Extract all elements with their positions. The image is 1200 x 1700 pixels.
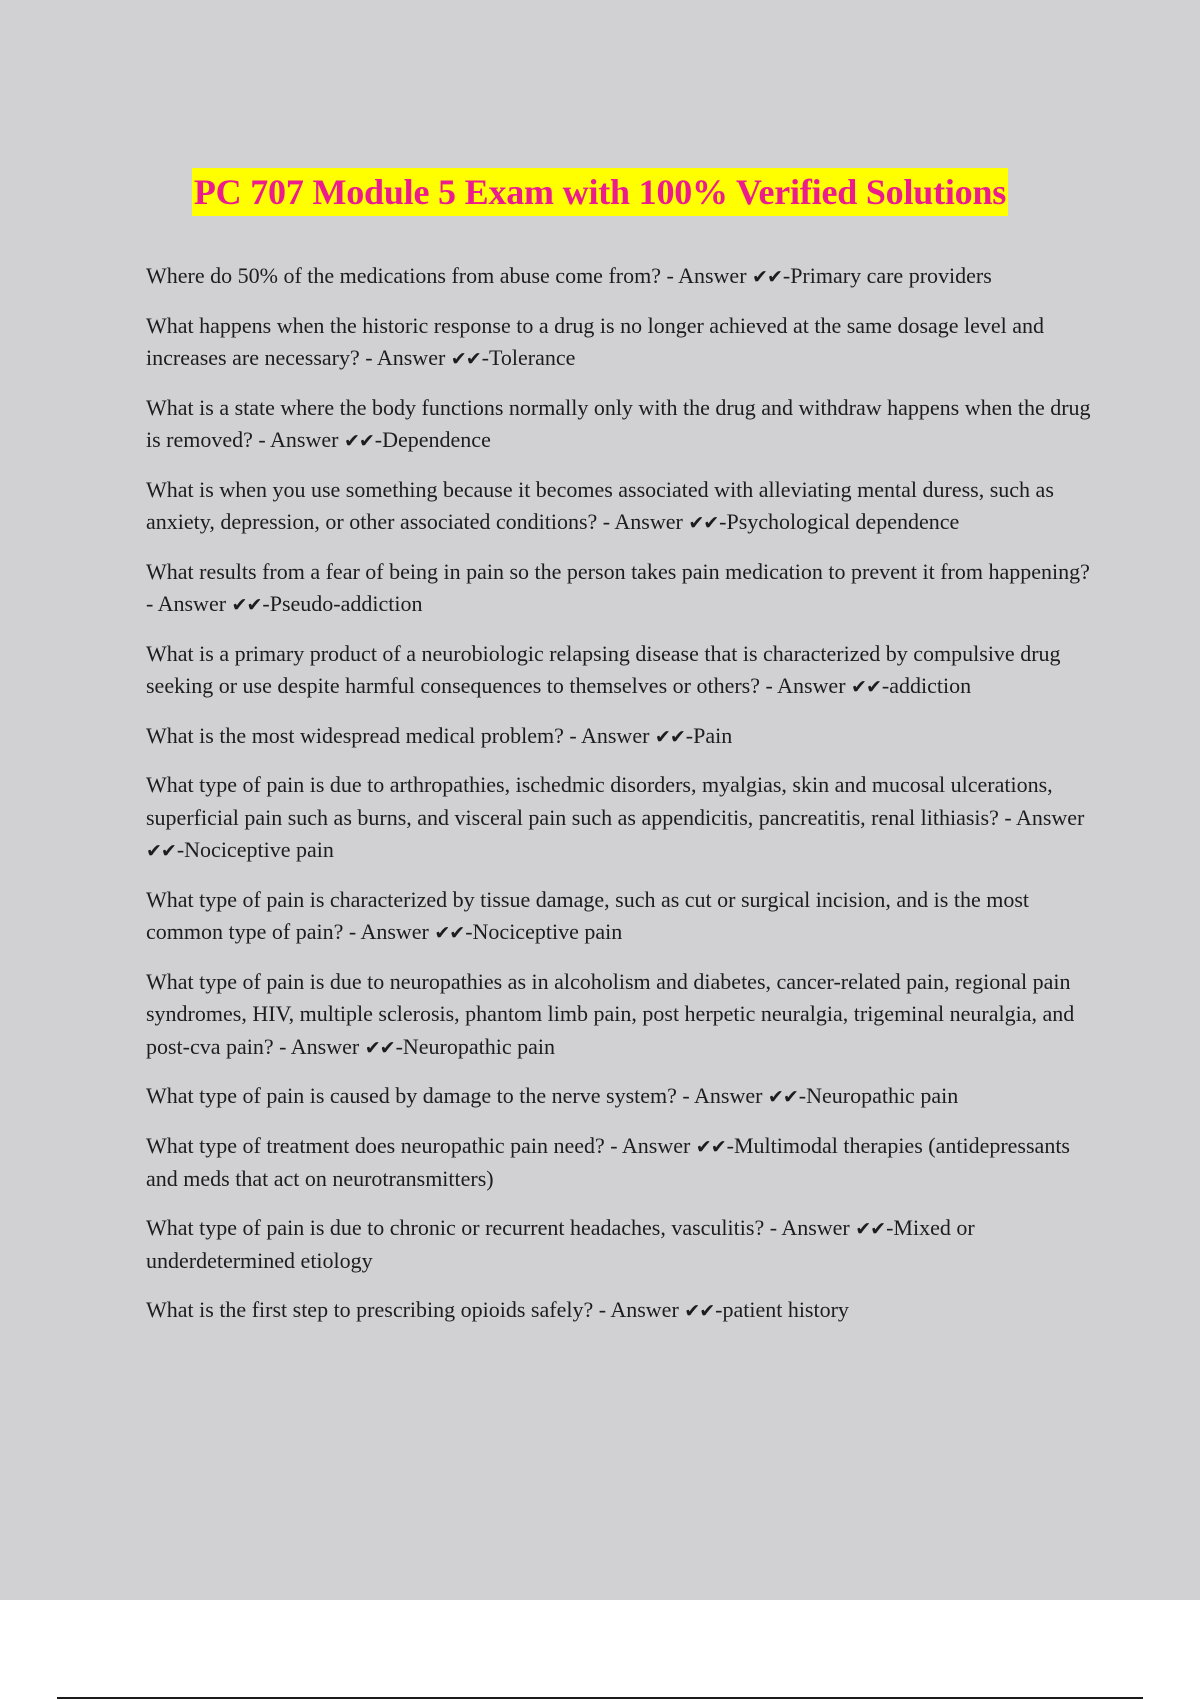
question-text: What type of pain is due to neuropathies as in alcoholism and diabetes, cancer-related pain, regional pain syndromes, HIV, multiple sclerosis, phantom limb pain, post herpetic neuralgia, trigeminal neuralgia, and post-cva pain? - Answer [146, 968, 1075, 1059]
answer-text: -Neuropathic pain [798, 1083, 959, 1108]
double-check-icon: ✔✔ [364, 1036, 395, 1059]
question-text: Where do 50% of the medications from abuse come from? - Answer [146, 263, 753, 288]
double-check-icon: ✔✔ [695, 1135, 726, 1158]
qa-item [146, 260, 1092, 294]
answer-text: -Mixed or underdetermined etiology [146, 1214, 975, 1273]
question-text: What is when you use something because it becomes associated with alleviating mental duress, such as anxiety, depression, or other associated conditions? - Answer [146, 476, 1054, 534]
double-check-icon: ✔✔ [688, 512, 719, 534]
answer-text: -Psychological dependence [719, 509, 960, 534]
question-text: What type of pain is due to arthropathies, ischedmic disorders, myalgias, skin and mucosal ulcerations, superficial pain such as burns, and visceral pain such as appendicitis, pancreatitis, renal lithiasis? - Answer [146, 772, 1085, 830]
qa-item [146, 638, 1092, 704]
question-text: What results from a fear of being in pain so the person takes pain medication to prevent it from happening? - Answer [146, 558, 1090, 616]
answer-text: -addiction [881, 673, 972, 698]
qa-item [146, 1130, 1092, 1196]
answer-text: -Dependence [374, 427, 491, 452]
double-check-icon: ✔✔ [343, 430, 374, 452]
double-check-icon: ✔✔ [767, 1086, 798, 1108]
qa-item [146, 769, 1092, 868]
answer-text: -patient history [715, 1296, 849, 1322]
question-text: What is the most widespread medical problem? - Answer [146, 722, 655, 748]
double-check-icon: ✔✔ [684, 1299, 715, 1322]
double-check-icon: ✔✔ [851, 676, 881, 698]
title-container [0, 168, 1200, 216]
question-answer-list [146, 260, 1092, 1343]
answer-text: -Pseudo-addiction [262, 591, 423, 616]
qa-item [146, 1080, 1092, 1114]
double-check-icon: ✔✔ [855, 1217, 886, 1240]
qa-item [146, 1294, 1092, 1328]
double-check-icon: ✔✔ [752, 266, 782, 288]
footer-divider [57, 1697, 1143, 1699]
qa-item [146, 392, 1092, 458]
qa-item [146, 966, 1092, 1065]
question-text: What type of pain is characterized by tissue damage, such as cut or surgical incision, and is the most common type of pain? - Answer [146, 886, 1030, 944]
answer-text: -Nociceptive pain [176, 837, 334, 862]
answer-text: -Neuropathic pain [395, 1033, 555, 1059]
answer-text: -Primary care providers [782, 263, 992, 288]
qa-item [146, 556, 1092, 622]
qa-item [146, 884, 1092, 950]
question-text: What is the first step to prescribing opioids safely? - Answer [146, 1296, 685, 1322]
qa-item [146, 310, 1092, 376]
qa-item [146, 474, 1092, 540]
question-text: What type of treatment does neuropathic pain need? - Answer [146, 1132, 696, 1158]
answer-text: -Tolerance [481, 345, 576, 370]
double-check-icon: ✔✔ [450, 348, 481, 370]
qa-item [146, 720, 1092, 754]
document-title: PC 707 Module 5 Exam with 100% Verified Solutions [192, 168, 1008, 216]
question-text: What is a primary product of a neurobiologic relapsing disease that is characterized by compulsive drug seeking or use despite harmful consequences to themselves or others? - Answer [146, 640, 1061, 698]
question-text: What type of pain is due to chronic or recurrent headaches, vasculitis? - Answer [146, 1214, 856, 1240]
qa-item [146, 1212, 1092, 1278]
double-check-icon: ✔✔ [231, 594, 262, 616]
question-text: What happens when the historic response to a drug is no longer achieved at the same dosage level and increases are necessary? - Answer [146, 312, 1045, 370]
double-check-icon: ✔✔ [434, 922, 465, 944]
answer-text: -Nociceptive pain [465, 919, 623, 944]
double-check-icon: ✔✔ [654, 725, 685, 748]
answer-text: -Pain [685, 722, 733, 748]
double-check-icon: ✔✔ [146, 840, 176, 862]
question-text: What is a state where the body functions normally only with the drug and withdraw happens when the drug is removed? - Answer [146, 394, 1091, 452]
answer-text: -Multimodal therapies (antidepressants and meds that act on neurotransmitters) [146, 1132, 1070, 1191]
question-text: What type of pain is caused by damage to the nerve system? - Answer [146, 1083, 768, 1108]
